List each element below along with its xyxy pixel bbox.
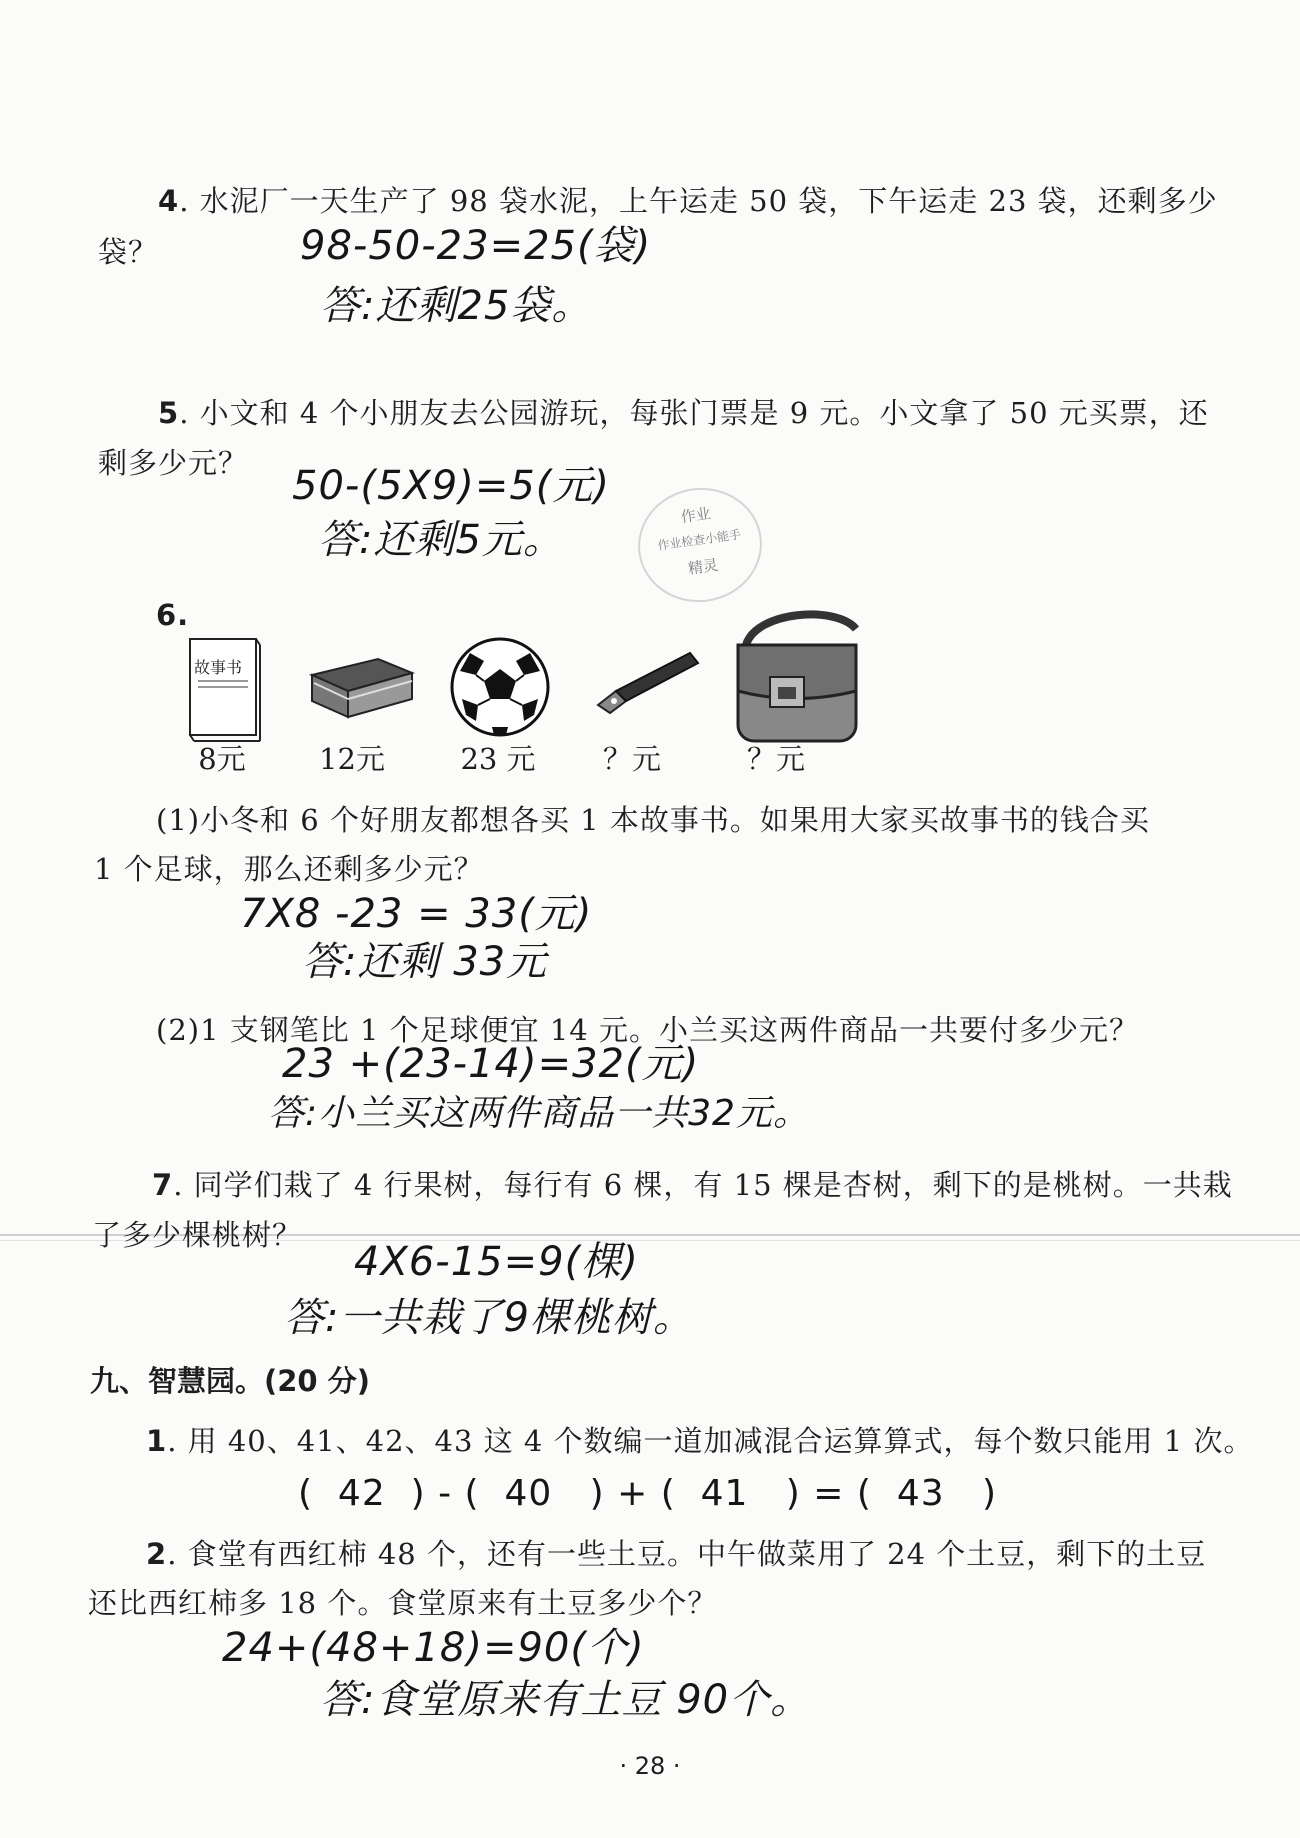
price-pen: ？元 xyxy=(602,742,661,776)
fountain-pen-image xyxy=(590,635,720,750)
q4-line2: 袋？ xyxy=(98,235,159,269)
price-storybook: 8元 xyxy=(198,742,246,776)
stamp-line3: 精灵 xyxy=(686,555,720,578)
bag-image xyxy=(726,605,876,750)
price-soccer-ball: 23 元 xyxy=(460,742,536,776)
s9-q2-number: 2 xyxy=(146,1537,168,1571)
q6-sub2-answer: 答:小兰买这两件商品一共32元。 xyxy=(268,1093,810,1134)
price-bag: ？元 xyxy=(746,742,805,776)
q5-line1: 5. 小文和 4 个小朋友去公园游玩，每张门票是 9 元。小文拿了 50 元买票，还 xyxy=(158,396,1209,430)
q7-number: 7 xyxy=(152,1168,174,1202)
q6-number: 6. xyxy=(156,598,190,632)
book-icon xyxy=(184,635,264,745)
soccer-ball-icon xyxy=(448,635,552,739)
homework-stamp xyxy=(631,480,770,610)
q6-sub2-expression: 23 +(23-14)=32(元) xyxy=(282,1041,700,1087)
page-number: · 28 · xyxy=(619,1752,681,1780)
stamp-line2: 作业检查小能手 xyxy=(656,527,742,553)
s9-q1-line: 1. 用 40、41、42、43 这 4 个数编一道加减混合运算算式，每个数只能用 1 次。 xyxy=(146,1424,1254,1458)
q7-line1: 7. 同学们栽了 4 行果树，每行有 6 棵，有 15 棵是杏树，剩下的是桃树。一共栽 xyxy=(152,1168,1233,1202)
s9-q2-line1: 2. 食堂有西红柿 48 个，还有一些土豆。中午做菜用了 24 个土豆，剩下的土豆 xyxy=(146,1537,1207,1571)
s9-q1-number: 1 xyxy=(146,1424,168,1458)
section9-title: 九、智慧园。(20 分) xyxy=(90,1364,370,1398)
pen-icon xyxy=(590,635,710,735)
soccer-ball-image xyxy=(448,635,578,750)
price-pencil-case: 12元 xyxy=(319,742,385,776)
q5-answer-text: 答:还剩5元。 xyxy=(318,517,564,563)
q5-line2: 剩多少元？ xyxy=(98,446,249,480)
q6-sub1-line1: (1)小冬和 6 个好朋友都想各买 1 本故事书。如果用大家买故事书的钱合买 xyxy=(156,803,1150,837)
q5-number: 5 xyxy=(158,396,180,430)
q4-line1: 4. 水泥厂一天生产了 98 袋水泥，上午运走 50 袋，下午运走 23 袋，还剩多少 xyxy=(158,184,1218,218)
s9-q2-answer: 答:食堂原来有土豆 90个。 xyxy=(320,1677,812,1723)
bag-icon xyxy=(726,605,876,750)
q7-line2: 了多少棵桃树？ xyxy=(92,1218,303,1252)
stamp-line1: 作业 xyxy=(679,504,712,527)
q7-answer-expression: 4X6-15=9(棵) xyxy=(354,1239,639,1285)
q4-number: 4 xyxy=(158,184,180,218)
pencil-case-image xyxy=(308,635,438,750)
q5-answer-expression: 50-(5X9)=5(元) xyxy=(292,463,611,509)
q4-answer-text: 答:还剩25袋。 xyxy=(320,283,593,329)
q6-sub1-line2: 1 个足球，那么还剩多少元？ xyxy=(94,852,484,886)
q4-answer-expression: 98-50-23=25(袋) xyxy=(300,223,652,269)
q6-sub2-line1: (2)1 支钢笔比 1 个足球便宜 14 元。小兰买这两件商品一共要付多少元？ xyxy=(156,1013,1139,1047)
s9-q2-expression: 24+(48+18)=90(个) xyxy=(222,1625,645,1671)
q6-sub1-expression: 7X8 -23 = 33(元) xyxy=(240,891,593,937)
storybook-image xyxy=(184,635,314,750)
s9-q2-line2: 还比西红柿多 18 个。食堂原来有土豆多少个？ xyxy=(88,1586,718,1620)
q7-answer-text: 答:一共栽了9棵桃树。 xyxy=(284,1295,694,1341)
q6-sub1-answer: 答:还剩 33元 xyxy=(302,939,548,985)
book-label: 故事书 xyxy=(194,658,243,677)
pencil-case-icon xyxy=(308,635,418,735)
s9-q1-blanks: ( 42 ) - ( 40 ) + ( 41 ) = ( 43 ) xyxy=(298,1473,997,1514)
